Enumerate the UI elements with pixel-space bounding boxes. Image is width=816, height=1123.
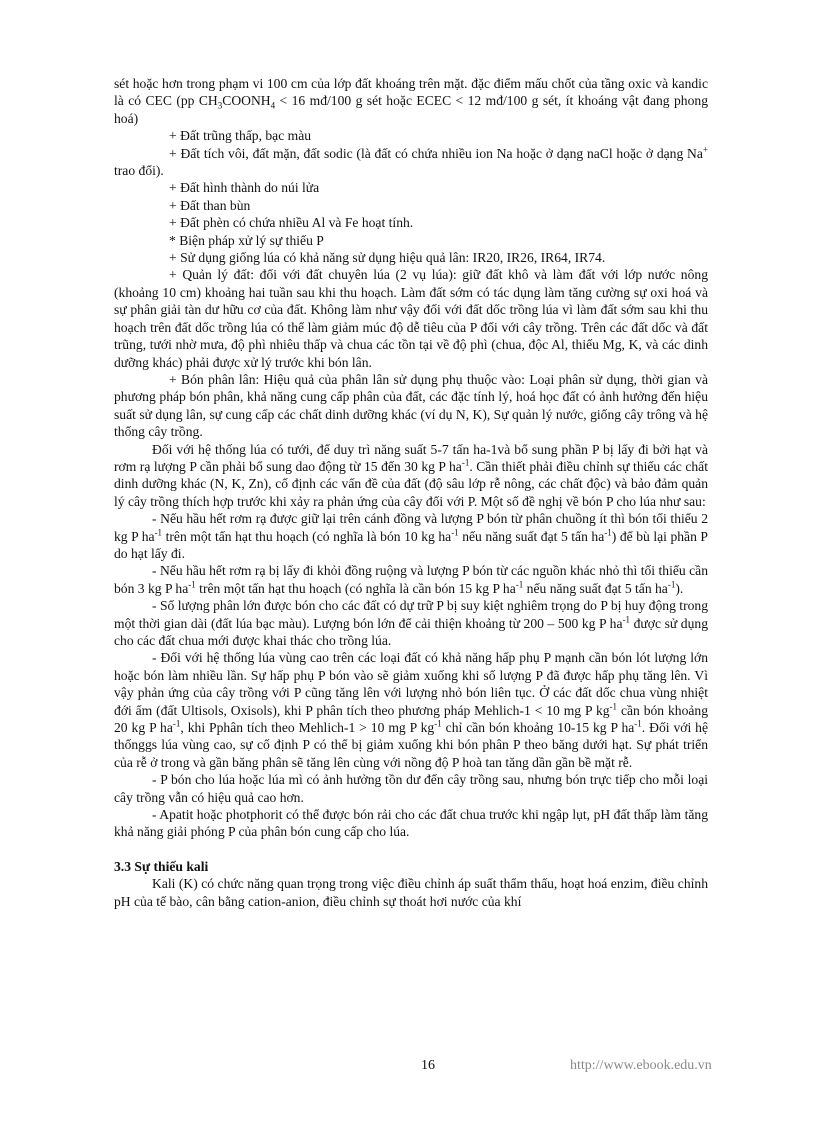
text-run: - Số lượng phân lớn được bón cho các đất có dự trữ P bị suy kiệt nghiêm trọng do P bị huy động trong một thời gian dài (đất lúa bạc màu). Lượng bón lớn để cải thiện khoảng từ 200 – 500 kg P ha <box>114 598 708 631</box>
text-run: chỉ cần bón khoảng 10-15 kg P ha <box>441 720 635 736</box>
text-run: < 16 mđ/100 g sét hoặc ECEC < 12 mđ/100 g sét, ít khoáng vật đang phong hoá) <box>114 93 708 126</box>
text-run: , khi Pphân tích theo Mehlich-1 > 10 mg P kg <box>180 720 435 736</box>
text-run: . Đối với hệ thốnggs lúa vùng cao, sự cố định P có thể bị giảm xuống khi bón phân P theo băng dưới hạt. Sự phát triển của rễ ở trong và gần băng phân sẽ tăng lên cùng với nồng độ P hoà tan tăng dần gần bề mặt rễ. <box>114 720 708 770</box>
source-url-link[interactable]: http://www.ebook.edu.vn <box>570 1058 712 1073</box>
recommendation-6: - Apatit hoặc photphorit có thể được bón rải cho các đất chua trước khi ngập lụt, pH đất thấp làm tăng khả năng giải phóng P của phân bón cung cấp cho lúa. <box>114 807 708 840</box>
page-footer <box>0 1058 816 1078</box>
text-run: sét hoặc hơn trong phạm vi 100 cm của lớp đất khoáng trên mặt. đặc điểm mấu chốt của tầng oxic và kandic là có CEC (pp CH <box>114 76 708 109</box>
superscript: -1 <box>172 718 181 729</box>
soil-type-acid-sulfate: + Đất phèn có chứa nhiều Al và Fe hoạt tính. <box>169 215 414 231</box>
irrigated-rice-paragraph <box>114 441 708 511</box>
text-run: nếu năng suất đạt 5 tấn ha <box>523 580 668 596</box>
superscript: -1 <box>154 527 163 538</box>
text-run: trên một tấn hạt thu hoạch (có nghĩa là bón 10 kg ha <box>162 528 452 544</box>
measures-title: * Biện pháp xử lý sự thiếu P <box>169 232 324 248</box>
text-run: ). <box>675 580 684 596</box>
text-run: + Đất tích vôi, đất mặn, đất sodic (là đất có chứa nhiều ion Na hoặc ở dạng naCl hoặc ở dạng Na <box>169 145 703 161</box>
superscript: -1 <box>667 579 676 590</box>
recommendation-2 <box>114 562 708 597</box>
soil-type-peat: + Đất than bùn <box>169 197 251 213</box>
superscript: -1 <box>188 579 196 590</box>
section-heading: 3.3 Sự thiếu kali <box>114 858 209 874</box>
superscript: -1 <box>515 579 524 590</box>
measure-varieties: + Sử dụng giống lúa có khả năng sử dụng hiệu quả lân: IR20, IR26, IR64, IR74. <box>169 250 606 266</box>
superscript: -1 <box>622 614 631 625</box>
recommendation-1 <box>114 510 708 562</box>
text-run: - Nếu hầu hết rơm rạ bị lấy đi khỏi đồng ruộng và lượng P bón từ các nguồn khác nhỏ thì tối thiểu cần bón 3 kg P ha <box>114 563 708 596</box>
measure-land-management: + Quản lý đất: đối với đất chuyên lúa (2 vụ lúa): giữ đất khô và làm đất với lớp nước nông (khoảng 10 cm) khoảng hai tuần sau khi thu hoạch. Làm đất sớm có tác dụng làm tăng cường sự oxi hoá và sự phân giải tàn dư hữu cơ của đất. Không làm như vậy đối với đất dốc trồng lúa vì làm đất sớm sau khi thu hoạch trên đất dốc trồng lúa có thể làm giảm múc độ dễ tiêu của P đối với cây trồng. Trên các đất dốc và đất trũng, tưới nhờ mưa, độ phì nhiêu thấp và chua các tồn tại về độ phì (chua, độc Al, thiếu Mg, K, và các dinh dưỡng khác) phải được xử lý trước khi bón lân. <box>114 267 708 370</box>
text-run: được sử dụng cho các đất chua mới được khai thác cho trồng lúa. <box>114 615 708 648</box>
superscript: -1 <box>451 527 459 538</box>
measure-fertilizing: + Bón phân lân: Hiệu quả của phân lân sử dụng phụ thuộc vào: Loại phân sử dụng, thời gian và phương pháp bón phân, khả năng cung cấp phân của đất, các đặc tính lý, hoá học đất có ảnh hưởng đến hiệu suất sử dụng lân, sự cung cấp các chất dinh dưỡng khác (ví dụ N, K), Sự quản lý nước, giống cây trông và hệ thống cây trồng. <box>114 371 708 440</box>
subscript: 3 <box>217 101 223 112</box>
recommendation-3 <box>114 597 708 649</box>
superscript: -1 <box>634 718 642 729</box>
page-number: 16 <box>421 1058 435 1073</box>
text-run: - Đối với hệ thống lúa vùng cao trên các loại đất có khả năng hấp phụ P mạnh cần bón lót lượng lớn hoặc bón làm nhiều lần. Sự hấp phụ P bón vào sẽ giảm xuống khi số lượng P đã được hấp phụ tăng lên. Vì vậy phản ứng của cây trồng với P cũng tăng lên với lượng nhỏ bón liên tục. Ở các đất dốc chua vùng nhiệt đới ẩm (đất Ultisols, Oxisols), khi P phân tích theo phương pháp Mehlich-1 < 10 mg P kg <box>114 650 708 718</box>
text-run: cần bón khoảng 20 kg P ha <box>114 702 708 736</box>
text-run: Đối với hệ thống lúa có tưới, để duy trì năng suất 5-7 tấn ha-1và bổ sung phần P bị lấy đi bởi hạt và rơm rạ lượng P cần phải bổ sung dao động từ 15 đến 30 kg P ha <box>114 441 708 474</box>
section-body: Kali (K) có chức năng quan trọng trong việc điều chỉnh áp suất thẩm thấu, hoạt hoá enzim, điều chỉnh pH của tế bào, cân bằng cation-anion, điều chỉnh sự thoát hơi nước của khí <box>114 876 708 909</box>
soil-type-calcareous <box>114 145 708 180</box>
recommendation-4 <box>114 649 708 771</box>
soil-type-low-lying: + Đất trũng thấp, bạc màu <box>169 128 312 144</box>
text-run: trao đổi). <box>114 163 164 179</box>
superscript: -1 <box>461 457 470 468</box>
intro-paragraph <box>114 75 708 127</box>
text-run: nếu năng suất đạt 5 tấn ha <box>458 528 605 544</box>
text-run: ) để bù lại phần P do hạt lấy đi. <box>114 528 708 561</box>
superscript: -1 <box>609 701 618 712</box>
superscript: -1 <box>604 527 612 538</box>
text-run: trên một tấn hạt thu hoạch (có nghĩa là cần bón 15 kg P ha <box>195 580 516 596</box>
subscript: 4 <box>270 101 276 112</box>
text-run: - Nếu hầu hết rơm rạ được giữ lại trên cánh đồng và lượng P bón từ phân chuồng ít thì bón tối thiểu 2 kg P ha <box>114 511 708 544</box>
text-run: COONH <box>222 93 271 109</box>
recommendation-5: - P bón cho lúa hoặc lúa mì có ảnh hưởng tồn dư đến cây trồng sau, nhưng bón trực tiếp cho mỗi loại cây trồng vẫn có hiệu quả cao hơn. <box>114 772 708 805</box>
text-run: . Cần thiết phải điều chỉnh sự thiếu các chất dinh dưỡng khác (N, K, Zn), cố định các vấn đề của đất (độ sâu lớp rễ nông, các chất độc) và bảo đảm quản lý cây trồng thích hợp trước khi xảy ra phản ứng của cây đối với P. Một số đề nghị về bón P cho lúa như sau: <box>114 458 708 509</box>
superscript: + <box>702 144 708 155</box>
soil-type-volcanic: + Đất hình thành do núi lửa <box>169 180 320 196</box>
document-body <box>114 75 708 910</box>
superscript: -1 <box>434 718 442 729</box>
